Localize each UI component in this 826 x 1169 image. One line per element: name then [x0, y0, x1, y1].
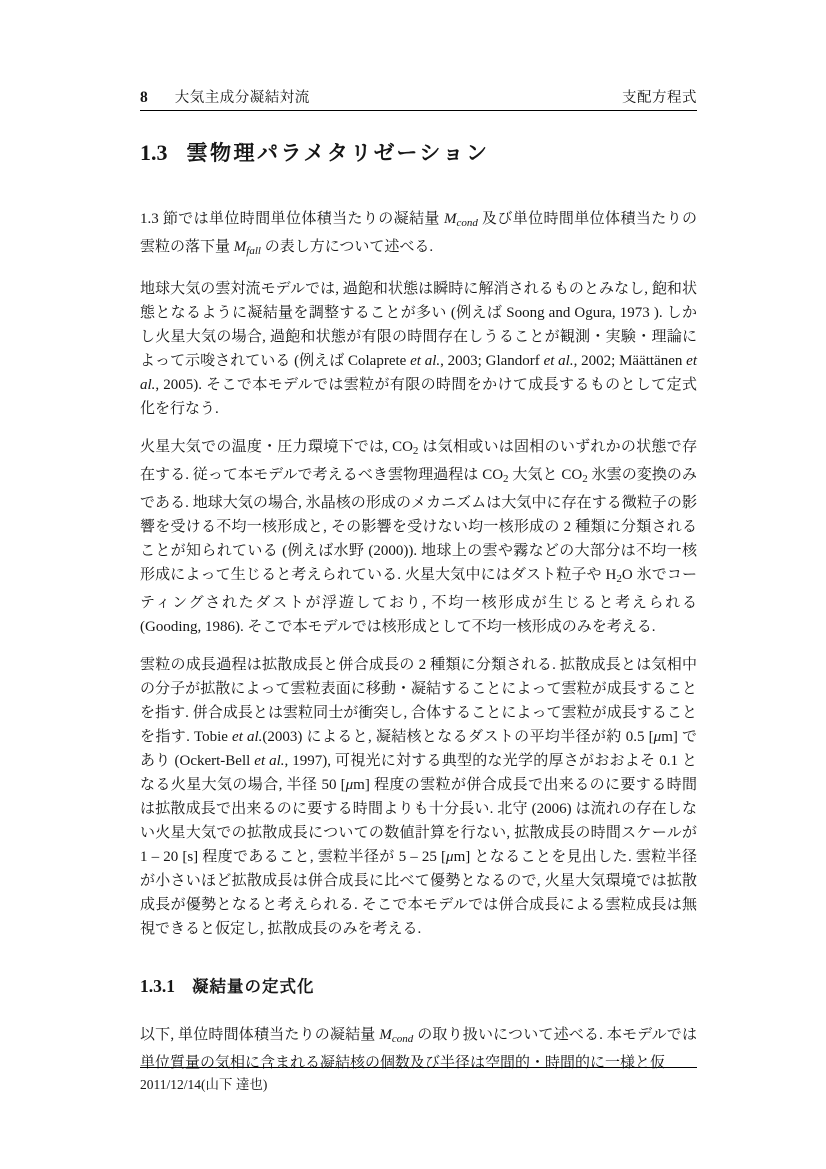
subsection-title: 凝結量の定式化 — [192, 978, 315, 996]
running-header — [140, 86, 697, 107]
paragraph-nucleation: 火星大気での温度・圧力環境下では, $CO_2$ は気相或いは固相のいずれかの状態で存在する. 従って本モデルで考えるべき雲物理過程は $CO_2$ 大気と $CO_2$ 氷雲の変換のみである. 地球大気の場合, 氷晶核の形成のメカニズムは大気中に存在する微粒子の影響を受ける不均一核形成と, その影響を受けない均一核形成の 2 種類に分類されることが知られている (例えば水野 (2000)). 地球上の雲や霧などの大部分は不均一核形成によって生じると考えられている. 火星大気中にはダスト粒子や $H_2O$ 氷でコーティングされたダストが浮遊しており, 不均一核形成が生じると考えられる (Gooding, 1986). そこで本モデルでは核形成として不均一核形成のみを考える. — [140, 439, 697, 635]
subsection-heading — [140, 973, 697, 997]
section-heading — [140, 137, 697, 167]
header-rule — [140, 110, 697, 111]
footer-rule — [140, 1067, 697, 1068]
section-number: 1.3 — [140, 140, 168, 165]
section-body — [140, 207, 697, 941]
page-number: 8 — [140, 89, 148, 106]
content-column — [140, 137, 697, 1075]
paragraph-growth: 雲粒の成長過程は拡散成長と併合成長の 2 種類に分類される. 拡散成長とは気相中の分子が拡散によって雲粒表面に移動・凝結することによって雲粒が成長することを指す. 併合成長とは雲粒同士が衝突し, 合体することによって雲粒が成長することを指す. Tobie et al.(2003) によると, 凝結核となるダストの平均半径が約 0.5 [μm] であり (Ockert-Bell et al., 1997), 可視光に対する典型的な光学的厚さがおおよそ 0.1 となる火星大気の場合, 半径 50 [μm] 程度の雲粒が併合成長で出来るのに要する時間は拡散成長で出来るのに要する時間よりも十分長い. 北守 (2006) は流れの存在しない火星大気での拡散成長についての数値計算を行ない, 拡散成長の時間スケールが 1 – 20 [s] 程度であること, 雲粒半径が 5 – 25 [μm] となることを見出した. 雲粒半径が小さいほど拡散成長は併合成長に比べて優勢となるので, 火星大気環境では拡散成長が優勢となると考えられる. そこで本モデルでは併合成長による雲粒成長は無視できると仮定し, 拡散成長のみを考える. — [140, 657, 698, 937]
footer-text: 2011/12/14(山下 達也) — [140, 1077, 268, 1092]
paragraph-condensation: 以下, 単位時間体積当たりの凝結量 $M_{cond}$ の取り扱いについて述べる. 本モデルでは単位質量の気相に含まれる凝結核の個数及び半径は空間的・時間的に一様と仮 — [140, 1027, 697, 1071]
paragraph-intro: 1.3 節では単位時間単位体積当たりの凝結量 $M_{cond}$ 及び単位時間単位体積当たりの雲粒の落下量 $M_{fall}$ の表し方について述べる. — [140, 211, 697, 257]
subsection-number: 1.3.1 — [140, 976, 175, 996]
header-left-title: 大気主成分凝結対流 — [174, 90, 310, 106]
header-right-title: 支配方程式 — [622, 90, 697, 106]
section-title: 雲物理パラメタリゼーション — [186, 142, 490, 165]
running-header-left — [140, 86, 310, 107]
paragraph-earth-vs-mars: 地球大気の雲対流モデルでは, 過飽和状態は瞬時に解消されるものとみなし, 飽和状態となるように凝結量を調整することが多い (例えば Soong and Ogura, 1973 ). しかし火星大気の場合, 過飽和状態が有限の時間存在しうることが観測・実験・理論によって示唆されている (例えば Colaprete et al., 2003; Glandorf et al., 2002; Määttänen et al., 2005). そこで本モデルでは雲粒が有限の時間をかけて成長するものとして定式化を行なう. — [140, 281, 697, 417]
